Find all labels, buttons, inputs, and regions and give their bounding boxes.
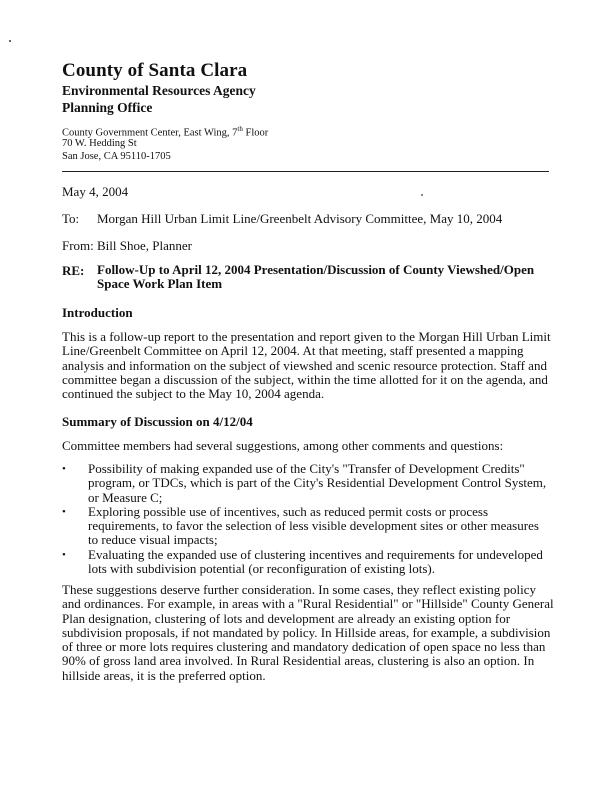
memo-date: May 4, 2004 — [62, 184, 129, 199]
agency-name: Environmental Resources Agency — [62, 83, 256, 98]
bullet-icon: • — [62, 463, 66, 475]
list-item-text: Possibility of making expanded use of the City's "Transfer of Development Credits" program, or TDCs, which is part of the City's Residential Development Control System, or Measure C; — [88, 461, 547, 505]
address-line-1-main: County Government Center, East Wing, 7 — [62, 127, 238, 139]
introduction-paragraph: This is a follow-up report to the presentation and report given to the Morgan Hill Urban Limit Line/Greenbelt Committee on April 12, 2004. At that meeting, staff presented a mapping analysis and information on the subject of viewshed and scenic resource protection. Staff and committee began a discussion of the subject, within the time allotted for it on the agenda, and continued the subject to the May 10, 2004 agenda. — [62, 329, 551, 402]
from-label: From: — [62, 238, 94, 253]
bullet-icon: • — [62, 548, 66, 561]
summary-intro-paragraph: Committee members had several suggestions, among other comments and questions: — [62, 438, 504, 453]
scan-speck — [9, 40, 11, 42]
re-label: RE: — [62, 263, 85, 278]
letterhead-divider — [62, 171, 549, 172]
re-subject: Follow-Up to April 12, 2004 Presentation/Discussion of County Viewshed/Open Space Work Plan Item — [97, 262, 535, 291]
introduction-heading: Introduction — [62, 305, 133, 320]
address-line-2: 70 W. Hedding St — [62, 138, 137, 149]
suggestion-list — [62, 462, 552, 576]
address-line-1 — [62, 125, 268, 139]
from-value: Bill Shoe, Planner — [97, 238, 192, 253]
closing-paragraph: These suggestions deserve further consideration. In some cases, they reflect existing policy and ordinances. For example, in areas with a "Rural Residential" or "Hillside" County General Plan designation, clustering of lots and development are already an existing option for subdivision proposals, if not mandated by policy. In Hillside areas, for example, a subdivision of three or more lots requires clustering and mandatory dedication of open space no less than 90% of gross land area involved. In Rural Residential areas, clustering is also an option. In hillside areas, it is the preferred option. — [62, 582, 554, 683]
organization-name: County of Santa Clara — [62, 60, 248, 81]
list-item — [62, 462, 552, 505]
address-line-1-end: Floor — [242, 127, 269, 139]
list-item — [62, 505, 552, 548]
to-label: To: — [62, 211, 80, 226]
list-item-text: Evaluating the expanded use of clustering incentives and requirements for undeveloped lots with subdivision potential (or reconfiguration of existing lots). — [88, 546, 543, 577]
office-name: Planning Office — [62, 100, 153, 115]
list-item — [62, 548, 552, 577]
scan-speck — [421, 194, 423, 196]
list-item-text: Exploring possible use of incentives, such as reduced permit costs or process requirements, to favor the selection of less visible development sites or other measures to reduce visual impacts; — [88, 503, 539, 548]
summary-heading: Summary of Discussion on 4/12/04 — [62, 414, 253, 429]
address-line-3: San Jose, CA 95110-1705 — [62, 151, 171, 162]
to-value: Morgan Hill Urban Limit Line/Greenbelt Advisory Committee, May 10, 2004 — [97, 211, 503, 226]
bullet-icon: • — [62, 505, 66, 518]
address-ordinal-suffix: th — [237, 125, 243, 133]
